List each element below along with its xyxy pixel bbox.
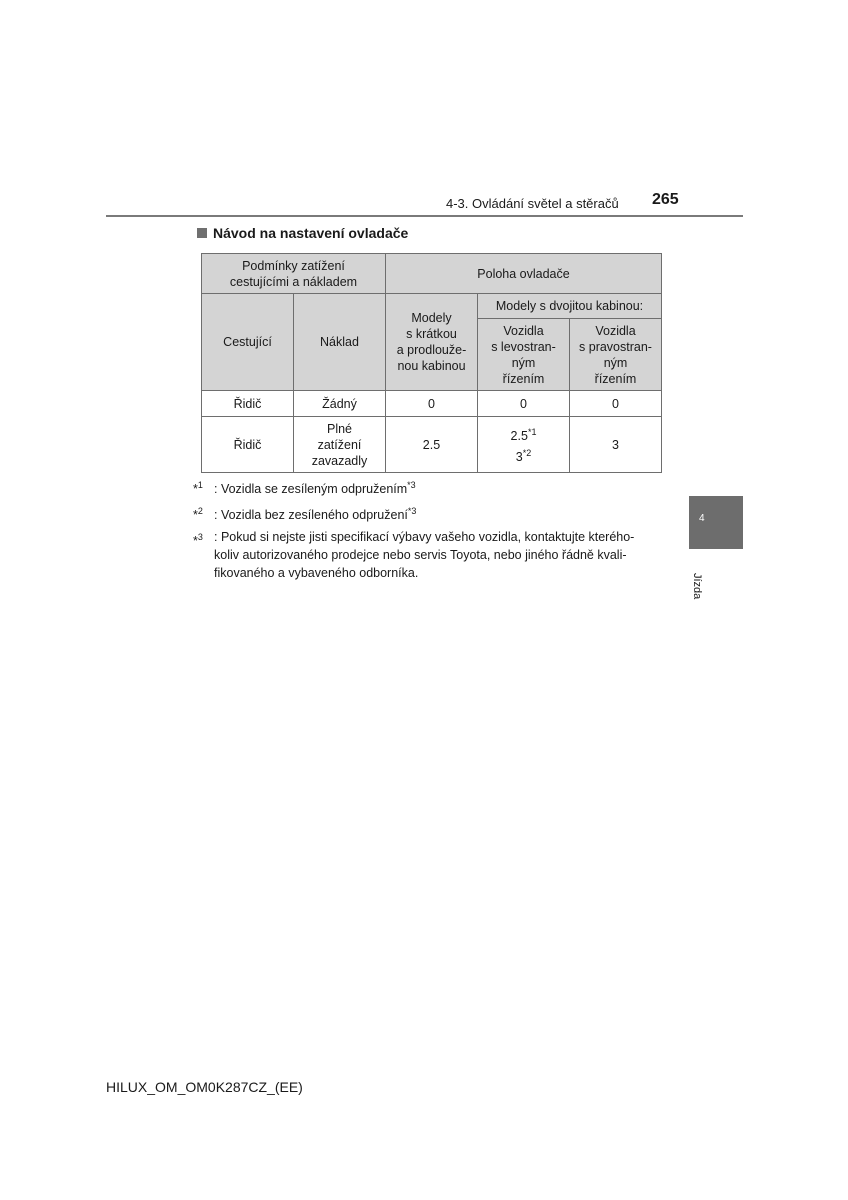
cell-short: 2.5 xyxy=(386,417,478,473)
conditions-header: Podmínky zatížení cestujícími a nákladem xyxy=(202,254,386,294)
footnote-ref: *3 xyxy=(407,506,417,517)
running-header-section: 4-3. Ovládání světel a stěračů xyxy=(446,196,619,211)
footnote-mark: *$^2$ xyxy=(193,506,203,523)
adjustment-guide-table xyxy=(201,253,662,473)
square-bullet-icon xyxy=(197,228,207,238)
cell-rhd: 3 xyxy=(570,417,662,473)
footnote xyxy=(193,476,663,498)
footnote-ref: *2 xyxy=(522,447,532,458)
footnote xyxy=(193,528,663,582)
rhd-header: Vozidla s pravostran- ným řízením xyxy=(570,319,662,391)
document-code: HILUX_OM_OM0K287CZ_(EE) xyxy=(106,1079,303,1095)
short-cab-header: Modely s krátkou a prodlouže- nou kabinou xyxy=(386,294,478,391)
passengers-header: Cestující xyxy=(202,294,294,391)
footnote-text: : Pokud si nejste jisti specifikací výbavy vašeho vozidla, kontaktujte kterého- koliv autorizovaného prodejce nebo servis Toyota, nebo jiného řádně kvali- fikovaného a vybaveného odborníka. xyxy=(214,530,635,581)
section-title-text: Návod na nastavení ovladače xyxy=(213,225,409,241)
footnote xyxy=(193,502,663,524)
table-row xyxy=(202,391,662,417)
lhd-value-a: 2.5 xyxy=(510,429,528,444)
footnote-text: : Vozidla se zesíleným odpružením$^{*3}$ xyxy=(214,480,416,497)
header-divider xyxy=(106,215,743,217)
position-header: Poloha ovladače xyxy=(386,254,662,294)
cell-cargo: Žádný xyxy=(294,391,386,417)
cell-short: 0 xyxy=(386,391,478,417)
footnote-ref: *3 xyxy=(407,480,416,490)
lhd-value-b: 3 xyxy=(515,449,523,464)
footnote-text: : Vozidla bez zesíleného odpružení$^{*3}$ xyxy=(214,506,417,523)
page-number: 265 xyxy=(652,191,679,208)
footnote-ref: *1 xyxy=(527,427,537,438)
cargo-header: Náklad xyxy=(294,294,386,391)
footnotes xyxy=(193,476,663,586)
table-row xyxy=(202,417,662,473)
footnote-mark: *$^3$ xyxy=(193,532,203,549)
cell-passengers: Řidič xyxy=(202,417,294,473)
chapter-tab-number: 4 xyxy=(699,513,705,524)
lhd-header: Vozidla s levostran- ným řízením xyxy=(478,319,570,391)
cell-lhd: 0 xyxy=(478,391,570,417)
cell-lhd xyxy=(478,417,570,473)
chapter-tab-label: Jízda xyxy=(691,573,703,600)
section-title xyxy=(197,225,408,241)
cell-rhd: 0 xyxy=(570,391,662,417)
double-cab-header: Modely s dvojitou kabinou: xyxy=(478,294,662,319)
chapter-tab xyxy=(689,496,743,549)
footnote-mark: *$^1$ xyxy=(193,480,203,497)
cell-cargo: Plné zatížení zavazadly xyxy=(294,417,386,473)
cell-passengers: Řidič xyxy=(202,391,294,417)
